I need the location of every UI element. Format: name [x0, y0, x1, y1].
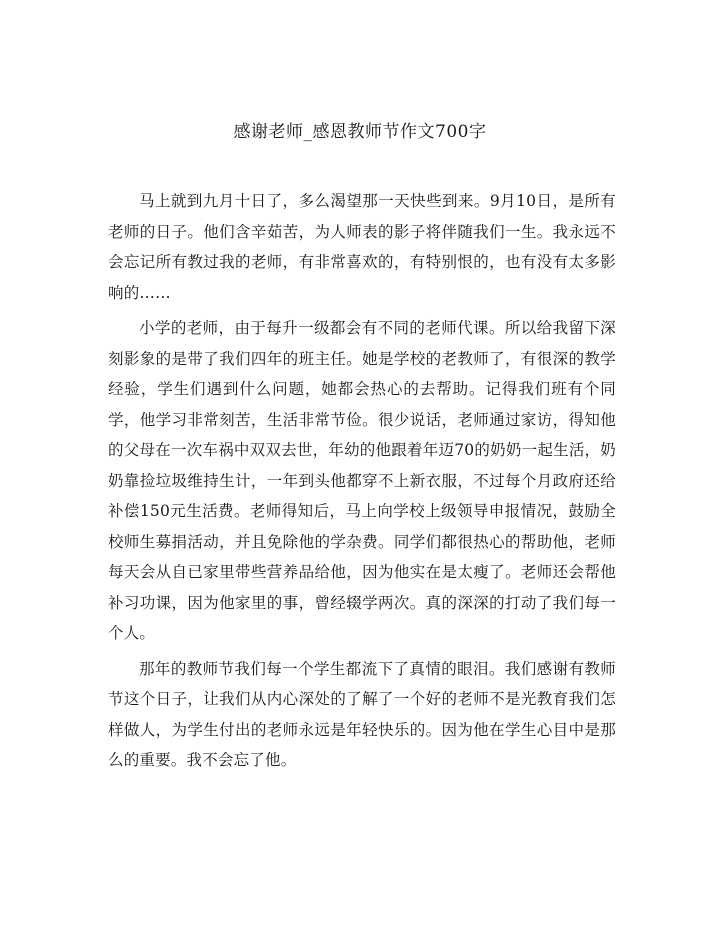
document-body: [108, 186, 616, 776]
paragraph-1: 马上就到九月十日了，多么渴望那一天快些到来。9月10日，是所有老师的日子。他们含辛茹苦，为人师表的影子将伴随我们一生。我永远不会忘记所有教过我的老师，有非常喜欢的，有特别恨的，也有没有太多影响的……: [108, 192, 616, 302]
page-title: 感谢老师_感恩教师节作文700字: [233, 122, 487, 142]
paragraph-3: 那年的教师节我们每一个学生都流下了真情的眼泪。我们感谢有教师节这个日子，让我们从内心深处的了解了一个好的老师不是光教育我们怎样做人，为学生付出的老师永远是年轻快乐的。因为他在学生心目中是那么的重要。我不会忘了他。: [108, 659, 616, 769]
paragraph-2: 小学的老师，由于每升一级都会有不同的老师代课。所以给我留下深刻影象的是带了我们四年的班主任。她是学校的老教师了，有很深的教学经验，学生们遇到什么问题，她都会热心的去帮助。记得我们班有个同学，他学习非常刻苦，生活非常节俭。很少说话，老师通过家访，得知他的父母在一次车祸中双双去世，年幼的他跟着年迈70的奶奶一起生活，奶奶靠捡垃圾维持生计，一年到头他都穿不上新衣服，不过每个月政府还给补偿150元生活费。老师得知后，马上向学校上级领导申报情况，鼓励全校师生募捐活动，并且免除他的学杂费。同学们都很热心的帮助他，老师每天会从自已家里带些营养品给他，因为他实在是太瘦了。老师还会帮他补习功课，因为他家里的事，曾经辍学两次。真的深深的打动了我们每一个人。: [108, 319, 616, 642]
